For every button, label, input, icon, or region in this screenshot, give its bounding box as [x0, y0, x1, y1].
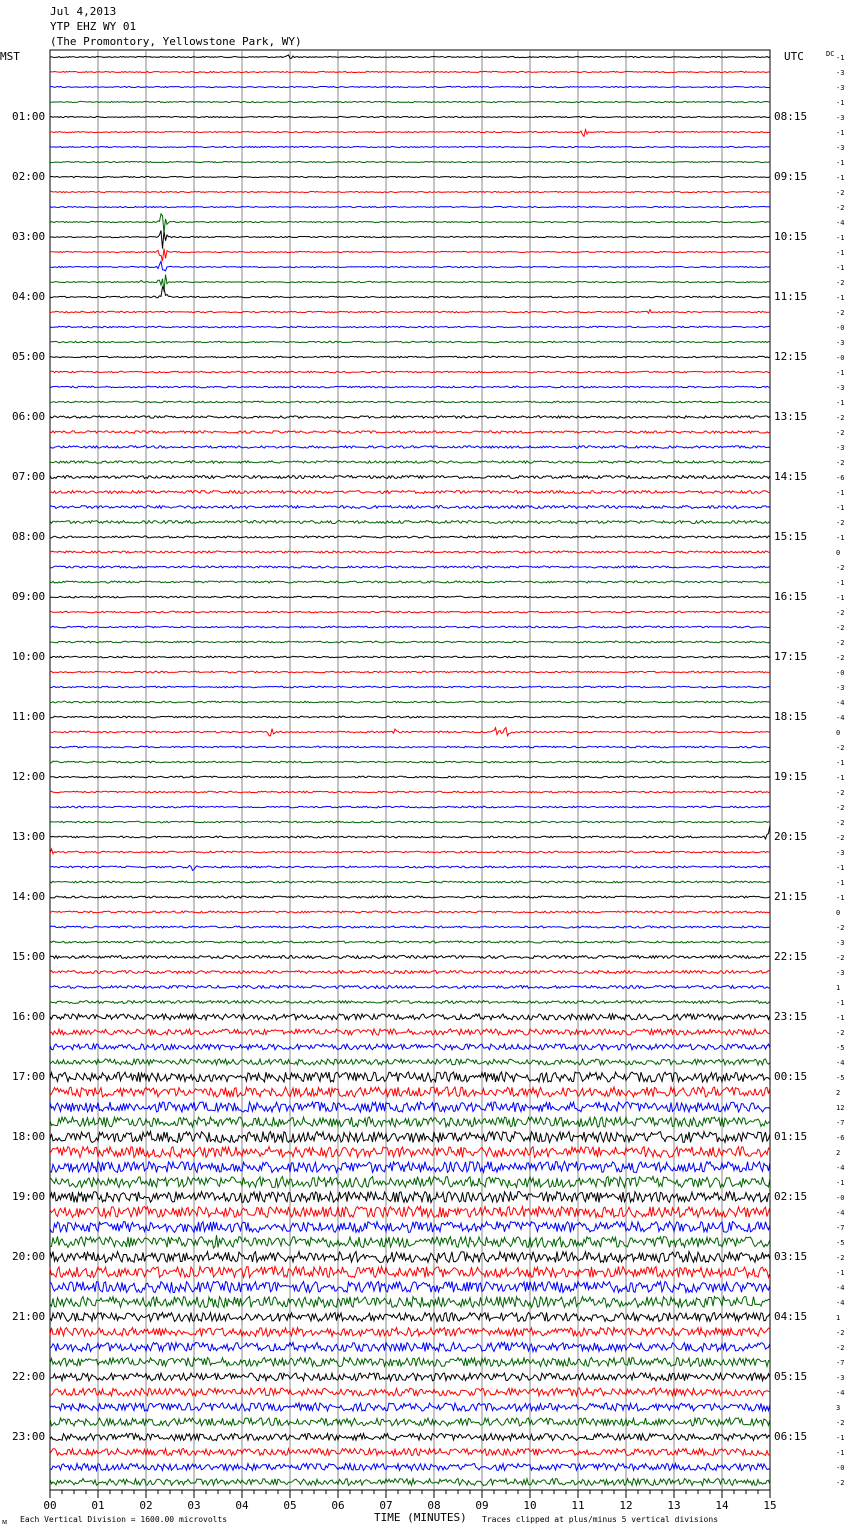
trace-57 [50, 896, 770, 898]
dc-offset-value: -2 [836, 1344, 845, 1352]
dc-offset-value: -2 [836, 789, 845, 797]
trace-29 [50, 476, 770, 479]
dc-offset-value: -5 [836, 1239, 845, 1247]
dc-offset-value: -1 [836, 369, 845, 377]
dc-offset-value: -1 [836, 54, 845, 62]
trace-10 [50, 191, 770, 192]
trace-15 [50, 261, 770, 271]
mst-hour-label: 11:00 [12, 710, 46, 723]
x-tick-label-04: 04 [235, 1499, 249, 1512]
utc-hour-label: 15:15 [774, 530, 808, 543]
dc-offset-value: 1 [836, 1314, 841, 1322]
utc-hour-label: 04:15 [774, 1310, 808, 1323]
dc-offset-value: -3 [836, 849, 845, 857]
utc-axis-title: UTC [784, 50, 804, 63]
x-tick-label-01: 01 [91, 1499, 105, 1512]
trace-51 [50, 806, 770, 808]
dc-offset-value: -4 [836, 1209, 845, 1217]
dc-offset-value: -4 [836, 1299, 845, 1307]
dc-offset-value: -2 [836, 1329, 845, 1337]
trace-27 [50, 446, 770, 448]
dc-offset-value: 12 [836, 1104, 845, 1112]
trace-24 [50, 401, 770, 403]
mst-axis-title: MST [0, 50, 20, 63]
mst-hour-label: 16:00 [12, 1010, 46, 1023]
dc-offset-value: 3 [836, 1404, 841, 1412]
dc-offset-value: -7 [836, 1224, 845, 1232]
trace-30 [50, 491, 770, 494]
trace-16 [50, 275, 770, 292]
dc-offset-value: -2 [836, 519, 845, 527]
trace-76 [50, 1177, 770, 1188]
dc-offset-value: -1 [836, 1179, 845, 1187]
x-tick-label-15: 15 [763, 1499, 777, 1512]
dc-offset-value: 0 [836, 909, 841, 917]
dc-offset-value: -2 [836, 954, 845, 962]
trace-95 [50, 1464, 770, 1471]
trace-19 [50, 326, 770, 327]
dc-offset-value: -4 [836, 1164, 845, 1172]
dc-offset-value: -2 [836, 189, 845, 197]
dc-offset-value: -1 [836, 594, 845, 602]
dc-offset-value: -6 [836, 474, 845, 482]
trace-34 [50, 551, 770, 553]
mst-hour-label: 14:00 [12, 890, 46, 903]
trace-58 [50, 911, 770, 913]
dc-offset-value: -1 [836, 879, 845, 887]
mst-hour-label: 08:00 [12, 530, 46, 543]
scale-note: Each Vertical Division = 1600.00 microvolts [20, 1515, 228, 1524]
mst-hour-label: 23:00 [12, 1430, 46, 1443]
trace-54 [50, 849, 770, 854]
dc-offset-value: -3 [836, 384, 845, 392]
mst-hour-label: 13:00 [12, 830, 46, 843]
trace-22 [50, 371, 770, 373]
dc-offset-value: 2 [836, 1089, 841, 1097]
trace-1 [50, 55, 770, 58]
trace-38 [50, 611, 770, 613]
trace-88 [50, 1358, 770, 1367]
station-location: (The Promontory, Yellowstone Park, WY) [50, 35, 302, 48]
trace-8 [50, 161, 770, 162]
dc-offset-value: -2 [836, 834, 845, 842]
dc-offset-value: -1 [836, 534, 845, 542]
x-axis-label: TIME (MINUTES) [374, 1511, 467, 1524]
dc-offset-value: -4 [836, 1284, 845, 1292]
trace-64 [50, 1001, 770, 1004]
dc-offset-value: -6 [836, 1134, 845, 1142]
trace-9 [50, 176, 770, 177]
mst-hour-label: 22:00 [12, 1370, 46, 1383]
trace-92 [50, 1418, 770, 1426]
dc-offset-value: -2 [836, 1479, 845, 1487]
trace-49 [50, 776, 770, 778]
dc-offset-value: -2 [836, 819, 845, 827]
dc-offset-value: -3 [836, 939, 845, 947]
mst-hour-label: 12:00 [12, 770, 46, 783]
dc-offset-value: -1 [836, 159, 845, 167]
trace-18 [50, 310, 770, 314]
dc-offset-value: -1 [836, 774, 845, 782]
dc-offset-value: -2 [836, 639, 845, 647]
x-tick-label-09: 09 [475, 1499, 489, 1512]
x-tick-label-08: 08 [427, 1499, 441, 1512]
utc-hour-label: 14:15 [774, 470, 808, 483]
trace-70 [50, 1087, 770, 1097]
trace-62 [50, 971, 770, 974]
trace-17 [50, 287, 770, 298]
trace-40 [50, 641, 770, 643]
x-tick-label-12: 12 [619, 1499, 633, 1512]
trace-20 [50, 341, 770, 342]
trace-84 [50, 1297, 770, 1308]
x-tick-label-02: 02 [139, 1499, 153, 1512]
trace-82 [50, 1267, 770, 1278]
trace-78 [50, 1207, 770, 1218]
dc-offset-value: -4 [836, 699, 845, 707]
dc-offset-value: -1 [836, 174, 845, 182]
dc-offset-value: -2 [836, 1419, 845, 1427]
trace-28 [50, 461, 770, 463]
dc-offset-value: -2 [836, 624, 845, 632]
mst-hour-label: 03:00 [12, 230, 46, 243]
footer-mark: ᴍ [2, 1517, 8, 1526]
dc-offset-value: -1 [836, 864, 845, 872]
mst-hour-label: 20:00 [12, 1250, 46, 1263]
dc-offset-value: -3 [836, 1374, 845, 1382]
utc-hour-label: 21:15 [774, 890, 808, 903]
dc-offset-value: -0 [836, 1194, 845, 1202]
dc-offset-title: DC [826, 50, 835, 58]
dc-offset-value: -1 [836, 1014, 845, 1022]
mst-hour-label: 09:00 [12, 590, 46, 603]
seismic-traces [50, 55, 770, 1486]
trace-67 [50, 1044, 770, 1050]
utc-hour-label: 11:15 [774, 290, 808, 303]
trace-11 [50, 206, 770, 207]
dc-offset-value: -3 [836, 339, 845, 347]
utc-hour-label: 17:15 [774, 650, 808, 663]
dc-offset-value: 1 [836, 984, 841, 992]
trace-85 [50, 1313, 770, 1322]
dc-offset-value: -3 [836, 69, 845, 77]
dc-offset-value: -1 [836, 129, 845, 137]
dc-offset-value: -1 [836, 294, 845, 302]
dc-offset-value: -1 [836, 999, 845, 1007]
dc-offset-value: -7 [836, 1119, 845, 1127]
trace-71 [50, 1102, 770, 1112]
dc-offset-value: -4 [836, 1389, 845, 1397]
dc-offset-value: -1 [836, 399, 845, 407]
trace-74 [50, 1147, 770, 1158]
dc-offset-value: -3 [836, 969, 845, 977]
utc-hour-label: 19:15 [774, 770, 808, 783]
dc-offset-value: -1 [836, 264, 845, 272]
trace-77 [50, 1192, 770, 1203]
trace-91 [50, 1403, 770, 1411]
utc-hour-label: 22:15 [774, 950, 808, 963]
utc-hour-label: 02:15 [774, 1190, 808, 1203]
trace-79 [50, 1222, 770, 1233]
mst-hour-label: 19:00 [12, 1190, 46, 1203]
utc-hour-label: 23:15 [774, 1010, 808, 1023]
trace-35 [50, 566, 770, 568]
trace-23 [50, 386, 770, 388]
x-tick-label-11: 11 [571, 1499, 585, 1512]
x-tick-label-14: 14 [715, 1499, 729, 1512]
utc-hour-label: 06:15 [774, 1430, 808, 1443]
x-tick-label-05: 05 [283, 1499, 297, 1512]
trace-6 [50, 130, 770, 137]
dc-offset-value: -2 [836, 429, 845, 437]
mst-hour-label: 15:00 [12, 950, 46, 963]
trace-7 [50, 146, 770, 147]
dc-offset-value: -2 [836, 1254, 845, 1262]
plot-date: Jul 4,2013 [50, 5, 117, 18]
time-axis [43, 1490, 776, 1512]
trace-48 [50, 761, 770, 763]
mst-hour-label: 18:00 [12, 1130, 46, 1143]
dc-offset-value: -5 [836, 1074, 845, 1082]
mst-hour-label: 07:00 [12, 470, 46, 483]
utc-hour-label: 08:15 [774, 110, 808, 123]
mst-hour-label: 05:00 [12, 350, 46, 363]
mst-hour-label: 10:00 [12, 650, 46, 663]
trace-83 [50, 1282, 770, 1293]
trace-36 [50, 581, 770, 583]
trace-42 [50, 671, 770, 673]
x-tick-label-10: 10 [523, 1499, 537, 1512]
dc-offset-value: -3 [836, 444, 845, 452]
trace-26 [50, 431, 770, 433]
dc-offset-value: -1 [836, 1434, 845, 1442]
dc-offset-value: -2 [836, 609, 845, 617]
trace-96 [50, 1479, 770, 1486]
dc-offset-value: -3 [836, 144, 845, 152]
x-tick-label-06: 06 [331, 1499, 345, 1512]
trace-89 [50, 1373, 770, 1381]
dc-offset-value: -2 [836, 279, 845, 287]
trace-60 [50, 941, 770, 943]
trace-69 [50, 1072, 770, 1082]
trace-53 [50, 825, 770, 839]
utc-hour-label: 18:15 [774, 710, 808, 723]
trace-61 [50, 956, 770, 959]
trace-43 [50, 686, 770, 688]
trace-47 [50, 746, 770, 748]
clip-note: Traces clipped at plus/minus 5 vertical divisions [482, 1515, 719, 1524]
utc-hour-label: 03:15 [774, 1250, 808, 1263]
trace-90 [50, 1388, 770, 1396]
mst-hour-label: 02:00 [12, 170, 46, 183]
utc-hour-label: 05:15 [774, 1370, 808, 1383]
trace-32 [50, 521, 770, 524]
dc-offset-value: -0 [836, 1464, 845, 1472]
mst-hour-label: 06:00 [12, 410, 46, 423]
trace-3 [50, 86, 770, 87]
trace-75 [50, 1162, 770, 1173]
dc-offset-value: -2 [836, 804, 845, 812]
trace-45 [50, 716, 770, 718]
dc-offset-value: -2 [836, 459, 845, 467]
dc-offset-value: -2 [836, 204, 845, 212]
trace-5 [50, 116, 770, 117]
trace-2 [50, 71, 770, 72]
trace-80 [50, 1235, 770, 1248]
dc-offset-value: -2 [836, 654, 845, 662]
dc-offset-value: -1 [836, 504, 845, 512]
trace-59 [50, 926, 770, 928]
trace-25 [50, 416, 770, 418]
dc-offset-value: -3 [836, 684, 845, 692]
dc-offset-value: -2 [836, 1029, 845, 1037]
trace-41 [50, 656, 770, 658]
dc-offset-value: -1 [836, 759, 845, 767]
dc-offset-value: -1 [836, 234, 845, 242]
dc-offset-value: 0 [836, 729, 841, 737]
dc-offset-value: -5 [836, 1044, 845, 1052]
trace-86 [50, 1328, 770, 1337]
mst-hour-label: 04:00 [12, 290, 46, 303]
x-tick-label-13: 13 [667, 1499, 681, 1512]
dc-offset-value: -4 [836, 714, 845, 722]
dc-offset-value: -4 [836, 219, 845, 227]
x-tick-label-07: 07 [379, 1499, 393, 1512]
utc-hour-label: 13:15 [774, 410, 808, 423]
trace-12 [50, 214, 770, 233]
dc-offset-value: -1 [836, 1449, 845, 1457]
mst-hour-label: 17:00 [12, 1070, 46, 1083]
trace-13 [50, 231, 770, 249]
dc-offset-value: -3 [836, 84, 845, 92]
trace-31 [50, 506, 770, 509]
trace-63 [50, 986, 770, 989]
dc-offset-value: -2 [836, 924, 845, 932]
utc-hour-label: 01:15 [774, 1130, 808, 1143]
trace-81 [50, 1252, 770, 1263]
utc-hour-label: 12:15 [774, 350, 808, 363]
dc-offset-value: -0 [836, 324, 845, 332]
trace-93 [50, 1434, 770, 1441]
trace-21 [50, 356, 770, 358]
utc-hour-label: 16:15 [774, 590, 808, 603]
dc-offset-value: -2 [836, 414, 845, 422]
station-code: YTP EHZ WY 01 [50, 20, 137, 33]
dc-offset-value: -2 [836, 744, 845, 752]
dc-offset-value: -1 [836, 579, 845, 587]
mst-hour-label: 01:00 [12, 110, 46, 123]
trace-50 [50, 791, 770, 793]
trace-72 [50, 1117, 770, 1127]
dc-offset-value: -1 [836, 249, 845, 257]
trace-14 [50, 249, 770, 261]
utc-hour-label: 09:15 [774, 170, 808, 183]
trace-46 [50, 728, 770, 736]
utc-hour-label: 20:15 [774, 830, 808, 843]
mst-hour-label: 21:00 [12, 1310, 46, 1323]
dc-offset-value: -2 [836, 564, 845, 572]
trace-65 [50, 1014, 770, 1020]
dc-offset-value: -4 [836, 1059, 845, 1067]
dc-offset-value: 0 [836, 549, 841, 557]
trace-39 [50, 626, 770, 628]
trace-52 [50, 821, 770, 823]
trace-37 [50, 596, 770, 598]
dc-offset-value: -1 [836, 489, 845, 497]
dc-offset-value: -0 [836, 354, 845, 362]
trace-94 [50, 1449, 770, 1456]
trace-68 [50, 1059, 770, 1065]
dc-offset-value: -1 [836, 99, 845, 107]
trace-4 [50, 101, 770, 102]
trace-44 [50, 701, 770, 703]
trace-33 [50, 536, 770, 538]
trace-56 [50, 881, 770, 883]
x-tick-label-00: 00 [43, 1499, 57, 1512]
utc-hour-label: 00:15 [774, 1070, 808, 1083]
trace-55 [50, 865, 770, 870]
trace-73 [50, 1132, 770, 1143]
utc-hour-label: 10:15 [774, 230, 808, 243]
x-tick-label-03: 03 [187, 1499, 201, 1512]
dc-offset-value: 2 [836, 1149, 841, 1157]
dc-offset-value: -7 [836, 1359, 845, 1367]
trace-87 [50, 1343, 770, 1352]
dc-offset-value: -3 [836, 114, 845, 122]
trace-66 [50, 1029, 770, 1035]
dc-offset-value: -0 [836, 669, 845, 677]
dc-offset-value: -1 [836, 1269, 845, 1277]
dc-offset-value: -2 [836, 309, 845, 317]
dc-offset-value: -1 [836, 894, 845, 902]
